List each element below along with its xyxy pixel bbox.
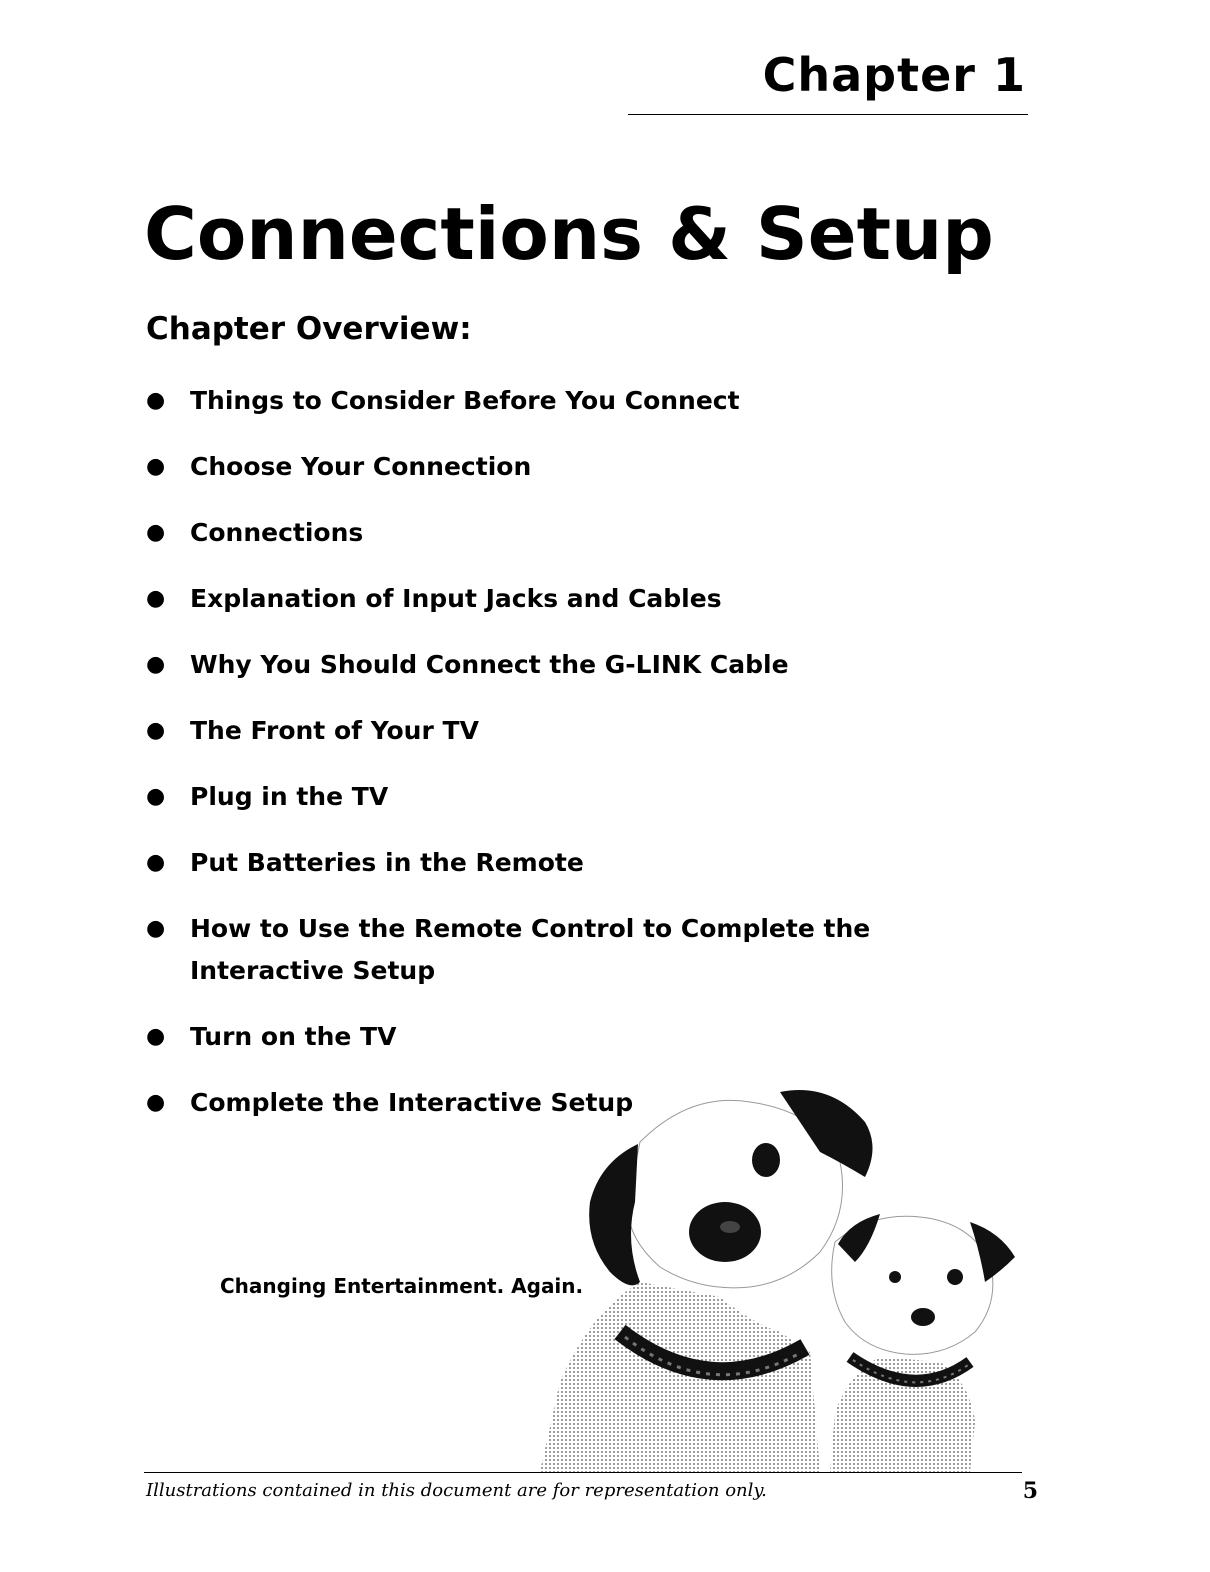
bullet-icon: ● [146, 784, 166, 809]
list-item-text: Explanation of Input Jacks and Cables [190, 584, 722, 613]
bullet-icon: ● [146, 586, 166, 611]
page-number: 5 [1022, 1478, 1038, 1504]
tagline: Changing Entertainment. Again. [220, 1274, 584, 1298]
dogs-illustration [520, 1082, 1025, 1472]
chapter-rule [628, 114, 1028, 115]
list-item [144, 644, 1024, 686]
list-item-text: Put Batteries in the Remote [190, 848, 584, 877]
list-item [144, 776, 1024, 818]
list-item [144, 842, 1024, 884]
overview-heading: Chapter Overview: [146, 311, 472, 347]
list-item [144, 710, 1024, 752]
list-item [144, 446, 1024, 488]
list-item-text: Connections [190, 518, 364, 547]
list-item [144, 512, 1024, 554]
bullet-icon: ● [146, 850, 166, 875]
list-item-text: Things to Consider Before You Connect [190, 386, 740, 415]
list-item-text: Complete the Interactive Setup [190, 1088, 634, 1117]
overview-list [144, 380, 1024, 1148]
list-item-text: The Front of Your TV [190, 716, 479, 745]
list-item-text: How to Use the Remote Control to Complete the Interactive Setup [190, 914, 871, 985]
list-item-text: Turn on the TV [190, 1022, 397, 1051]
bullet-icon: ● [146, 388, 166, 413]
bullet-icon: ● [146, 454, 166, 479]
list-item [144, 578, 1024, 620]
bullet-icon: ● [146, 1024, 166, 1049]
bullet-icon: ● [146, 1090, 166, 1115]
footer-rule [144, 1472, 1022, 1473]
chapter-label: Chapter 1 [762, 48, 1026, 102]
bullet-icon: ● [146, 916, 166, 941]
list-item [144, 1016, 1024, 1058]
footer-note: Illustrations contained in this document are for representation only. [146, 1480, 767, 1501]
list-item-text: Plug in the TV [190, 782, 389, 811]
bullet-icon: ● [146, 718, 166, 743]
list-item [144, 380, 1024, 422]
bullet-icon: ● [146, 652, 166, 677]
list-item-text: Choose Your Connection [190, 452, 532, 481]
bullet-icon: ● [146, 520, 166, 545]
list-item [144, 908, 1010, 992]
page-title: Connections & Setup [144, 192, 994, 276]
list-item-text: Why You Should Connect the G-LINK Cable [190, 650, 789, 679]
